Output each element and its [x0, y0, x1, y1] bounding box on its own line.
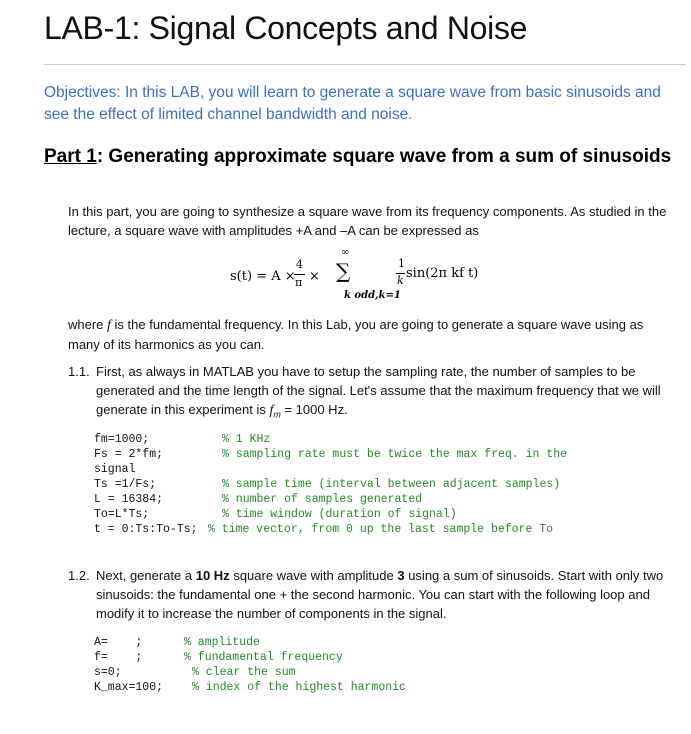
formula-times: ×	[309, 269, 320, 284]
code-comment: % sample time (interval between adjacent samples)	[222, 478, 561, 491]
step-1-1-fm-sub: m	[273, 409, 281, 420]
formula-one: 1	[398, 257, 405, 270]
step-1-1-fm: f	[269, 403, 274, 418]
step-1-2-text	[96, 566, 666, 623]
step-1-2-number: 1.2.	[68, 568, 90, 583]
code-line: t = 0:Ts:To-Ts;	[94, 523, 198, 536]
where-f: f	[107, 318, 111, 333]
step-1-1-eq: = 1000 Hz.	[280, 402, 348, 417]
formula-frac-line-1	[294, 274, 305, 275]
code-comment: % sampling rate must be twice the max freq. in the	[222, 448, 568, 461]
step-1-1	[68, 362, 678, 422]
code-line: Fs = 2*fm;	[94, 448, 164, 461]
step-1-2-post: using a sum of sinusoids. Start with only two sinusoids: the fundamental one + the second harmonic. You can start with the following loop and modify it to increase the number of components in the signal.	[96, 568, 664, 621]
code-line: K_max=100;	[94, 681, 164, 694]
page-title: LAB-1: Signal Concepts and Noise	[44, 10, 528, 46]
code-line: L = 16384;	[94, 493, 164, 506]
code-comment: % clear the sum	[192, 666, 296, 679]
code-comment: % time window (duration of signal)	[222, 508, 457, 521]
code-line: A= ;	[94, 636, 143, 649]
objectives-text: Objectives: In this LAB, you will learn to generate a square wave from basic sinusoids and see the effect of limited channel bandwidth and noise.	[44, 84, 661, 123]
step-1-1-number: 1.1.	[68, 364, 90, 379]
code-comment: % amplitude	[184, 636, 260, 649]
code-line: To=L*Ts;	[94, 508, 150, 521]
code-comment: % 1 KHz	[222, 433, 271, 446]
code-comment: % index of the highest harmonic	[192, 681, 406, 694]
step-1-1-text	[96, 362, 666, 425]
code-line: fm=1000;	[94, 433, 150, 446]
formula-lhs: s(t) = A ×	[230, 269, 296, 284]
where-pre: where	[68, 317, 108, 332]
part1-label: Part 1	[44, 146, 97, 167]
where-post: is the fundamental frequency. In this Lab, you are going to generate a square wave using as many of its harmonics as you can.	[68, 317, 644, 352]
step-1-2-amp: 3	[397, 568, 405, 583]
code-comment: % time vector, from 0 up the last sample before To	[208, 523, 554, 536]
square-wave-formula	[230, 247, 530, 310]
code-comment: % fundamental frequency	[184, 651, 343, 664]
code-line: signal	[94, 463, 136, 476]
step-1-2-freq: 10 Hz	[195, 568, 230, 583]
intro-paragraph: In this part, you are going to synthesize a square wave from its frequency components. As studied in the lecture, a square wave with amplitudes +A and –A can be expressed as	[68, 204, 667, 238]
step-1-2-pre: Next, generate a	[96, 568, 196, 583]
step-1-2-mid: square wave with amplitude	[229, 568, 398, 583]
where-paragraph	[68, 315, 678, 354]
formula-sigma: ∑	[336, 259, 351, 283]
formula-sin: sin(2π kf t)	[406, 266, 479, 281]
formula-pi: π	[295, 276, 303, 289]
title-divider	[44, 64, 686, 65]
step-1-2	[68, 566, 678, 626]
part1-heading-text: : Generating approximate square wave from a sum of sinusoids	[96, 146, 672, 167]
part1-heading	[44, 146, 671, 168]
code-line: s=0;	[94, 666, 122, 679]
formula-infinity: ∞	[341, 247, 350, 258]
code-line: Ts =1/Fs;	[94, 478, 157, 491]
formula-sum-subscript: k odd,k=1	[344, 290, 401, 301]
code-line: f= ;	[94, 651, 143, 664]
code-comment: % number of samples generated	[222, 493, 423, 506]
formula-k: k	[397, 274, 404, 287]
formula-four: 4	[296, 258, 303, 271]
step-1-1-body: First, as always in MATLAB you have to setup the sampling rate, the number of samples to be generated and the time length of the signal. Let's assume that the maximum frequency that we will generate in this experiment is	[96, 364, 661, 417]
